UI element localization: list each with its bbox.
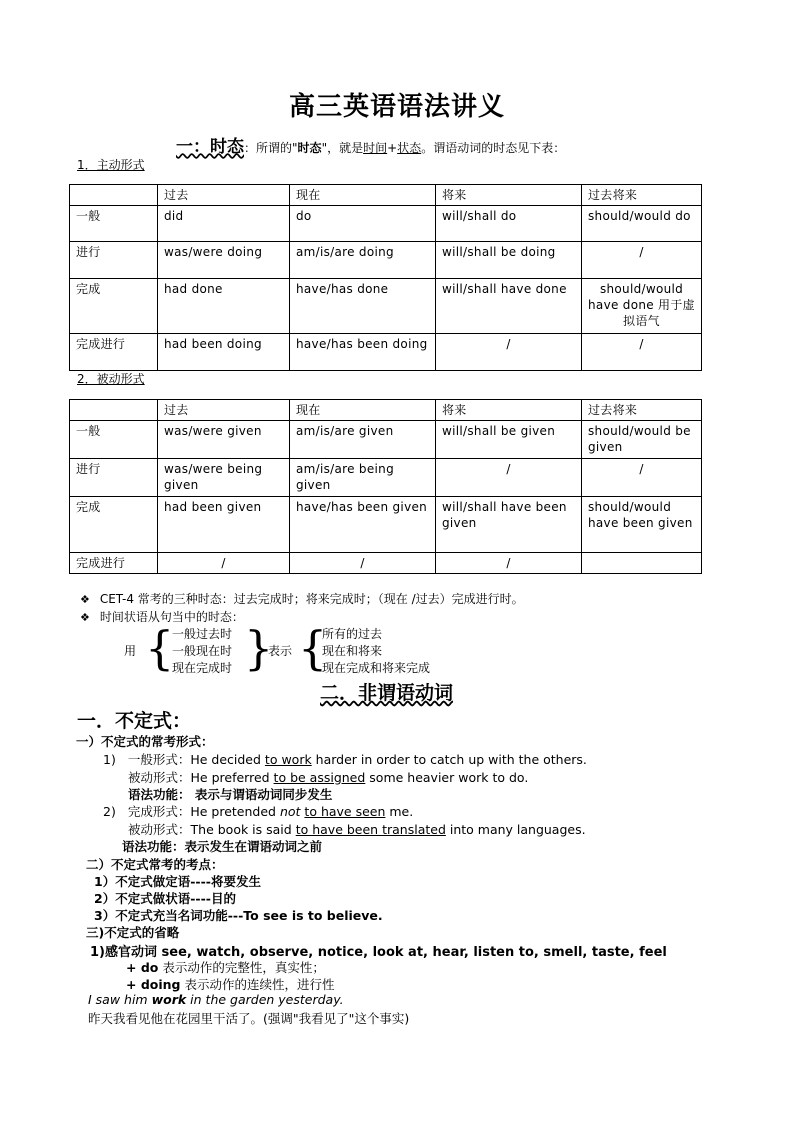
form-label: 一般形式： xyxy=(127,752,191,767)
table-cell: am/is/are doing xyxy=(290,242,436,279)
tense-text-2: "，就是 xyxy=(321,141,364,155)
example-sentence xyxy=(88,992,344,1007)
table-cell: / xyxy=(582,459,702,497)
item-number: 2) xyxy=(103,804,116,819)
tense-intro xyxy=(176,132,565,157)
item-number: 1) xyxy=(103,752,116,767)
table-cell: / xyxy=(158,553,290,574)
example-text: into many languages. xyxy=(445,822,586,837)
section-title: 二．非谓语动词 xyxy=(320,682,454,704)
row-label: 一般 xyxy=(70,421,158,459)
note-text: 表示动作的完整性，真实性； xyxy=(158,960,325,975)
table-cell: / xyxy=(436,459,582,497)
form-marker: + doing xyxy=(126,977,181,992)
header-cell xyxy=(70,185,158,206)
table-cell: had been given xyxy=(158,497,290,553)
diagram-means: 表示 xyxy=(268,644,293,658)
underlined-infinitive: to have seen xyxy=(304,804,386,819)
header-cell: 过去将来 xyxy=(582,400,702,421)
underlined-infinitive: to work xyxy=(264,752,312,767)
form-label: 被动形式： xyxy=(128,770,191,785)
row-label: 完成进行 xyxy=(70,334,158,371)
tense-colon: ： xyxy=(244,141,257,155)
table-cell: / xyxy=(582,242,702,279)
header-cell: 现在 xyxy=(290,185,436,206)
tense-heading: 一：时态 xyxy=(176,137,244,157)
table-cell: was/were being given xyxy=(158,459,290,497)
table-cell: am/is/are given xyxy=(290,421,436,459)
function-note: 语法功能： 表示与谓语动词同步发生 xyxy=(128,787,333,802)
diagram-right-item: 所有的过去 xyxy=(322,627,383,641)
diagram-left-item: 一般过去时 xyxy=(172,627,233,641)
example-text: The book is said xyxy=(190,822,296,837)
table-cell: / xyxy=(436,334,582,371)
example-text: He decided xyxy=(190,752,265,767)
table-cell: will/shall have done xyxy=(436,279,582,334)
header-cell xyxy=(70,400,158,421)
table-cell: / xyxy=(582,334,702,371)
underlined-infinitive: to have been translated xyxy=(295,822,446,837)
form-label: 被动形式： xyxy=(128,822,191,837)
table-cell: will/shall be given xyxy=(436,421,582,459)
diamond-bullet-icon: ❖ xyxy=(80,593,90,606)
infinitive-heading: 一．不定式： xyxy=(77,710,192,732)
table-cell: was/were doing xyxy=(158,242,290,279)
table-cell: am/is/are being given xyxy=(290,459,436,497)
table-cell: should/would have done 用于虚拟语气 xyxy=(582,279,702,334)
example-text: harder in order to catch up with the others. xyxy=(311,752,587,767)
example-text: I saw him xyxy=(88,992,152,1007)
example-verb: work xyxy=(151,992,187,1007)
tense-state: 状态 xyxy=(397,141,422,155)
header-cell: 过去 xyxy=(158,185,290,206)
form-marker: + do xyxy=(126,960,159,975)
tense-text-1: 所谓的" xyxy=(256,141,298,155)
row-label: 完成 xyxy=(70,497,158,553)
header-cell: 将来 xyxy=(436,185,582,206)
table-cell: will/shall do xyxy=(436,206,582,242)
point-item: 3）不定式充当名词功能---To see is to believe. xyxy=(94,908,383,923)
omission-note xyxy=(126,975,334,993)
row-label: 完成 xyxy=(70,279,158,334)
example-translation: 昨天我看见他在花园里干活了。(强调"我看见了"这个事实) xyxy=(88,1011,410,1026)
table-cell: will/shall have been given xyxy=(436,497,582,553)
example-text: in the garden yesterday. xyxy=(186,992,344,1007)
example-line xyxy=(128,768,528,786)
note-text: 表示动作的连续性，进行性 xyxy=(180,977,335,992)
tense-time: 时间 xyxy=(363,141,388,155)
example-line xyxy=(103,802,413,820)
diagram-right-item: 现在完成和将来完成 xyxy=(322,661,431,675)
tense-plus: + xyxy=(387,141,398,155)
underlined-infinitive: to be assigned xyxy=(273,770,366,785)
active-table xyxy=(69,184,702,371)
table-cell: have/has done xyxy=(290,279,436,334)
table-cell: do xyxy=(290,206,436,242)
example-text: not xyxy=(279,804,301,819)
header-cell: 将来 xyxy=(436,400,582,421)
table-cell: did xyxy=(158,206,290,242)
example-line xyxy=(128,820,586,838)
bullet-text: CET-4 常考的三种时态：过去完成时；将来完成时；（现在 /过去）完成进行时。 xyxy=(99,592,524,606)
page-title: 高三英语语法讲义 xyxy=(288,92,505,122)
omission-note xyxy=(126,958,325,976)
row-label: 完成进行 xyxy=(70,553,158,574)
point-item: 2）不定式做状语----目的 xyxy=(94,891,236,906)
example-line xyxy=(103,750,587,768)
row-label: 一般 xyxy=(70,206,158,242)
header-cell: 过去将来 xyxy=(582,185,702,206)
table-cell: should/would do xyxy=(582,206,702,242)
table-cell: have/has been given xyxy=(290,497,436,553)
table-cell: have/has been doing xyxy=(290,334,436,371)
bullet-item xyxy=(80,590,524,607)
point-item: 1）不定式做定语----将要发生 xyxy=(94,874,261,889)
subheading: 三)不定式的省略 xyxy=(86,925,180,940)
table-cell: will/shall be doing xyxy=(436,242,582,279)
header-cell: 过去 xyxy=(158,400,290,421)
diagram-left-item: 一般现在时 xyxy=(172,644,233,658)
table-cell: had been doing xyxy=(158,334,290,371)
form-label: 完成形式： xyxy=(127,804,191,819)
tense-text-3: 。谓语动词的时态见下表： xyxy=(421,141,566,155)
passive-label: 2．被动形式 xyxy=(77,372,145,386)
omission-item: 1)感官动词 see, watch, observe, notice, look at, hear, listen to, smell, taste, feel xyxy=(90,945,667,960)
diagram-left-item: 现在完成时 xyxy=(172,661,233,675)
table-cell: was/were given xyxy=(158,421,290,459)
row-label: 进行 xyxy=(70,459,158,497)
table-cell: / xyxy=(436,553,582,574)
table-cell: should/would be given xyxy=(582,421,702,459)
right-brace-icon: } xyxy=(244,621,274,675)
table-cell: had done xyxy=(158,279,290,334)
header-cell: 现在 xyxy=(290,400,436,421)
diamond-bullet-icon: ❖ xyxy=(80,611,90,624)
active-label: 1．主动形式 xyxy=(77,158,145,172)
table-cell: should/would have been given xyxy=(582,497,702,553)
example-text: some heavier work to do. xyxy=(365,770,529,785)
subheading: 二）不定式常考的考点： xyxy=(86,857,224,872)
tense-term: 时态 xyxy=(297,141,322,155)
left-brace-icon: { xyxy=(145,621,175,675)
example-text: me. xyxy=(385,804,414,819)
row-label: 进行 xyxy=(70,242,158,279)
subheading: 一）不定式的常考形式： xyxy=(76,734,214,749)
example-text: He pretended xyxy=(190,804,280,819)
table-cell: / xyxy=(290,553,436,574)
function-note: 语法功能：表示发生在谓语动词之前 xyxy=(122,839,323,854)
bullet-text: 时间状语从句当中的时态： xyxy=(99,610,244,624)
table-cell xyxy=(582,553,702,574)
passive-table xyxy=(69,399,702,574)
diagram-use: 用 xyxy=(124,644,137,658)
left-brace-icon: { xyxy=(298,621,328,675)
example-text: He preferred xyxy=(190,770,274,785)
diagram-right-item: 现在和将来 xyxy=(322,644,383,658)
